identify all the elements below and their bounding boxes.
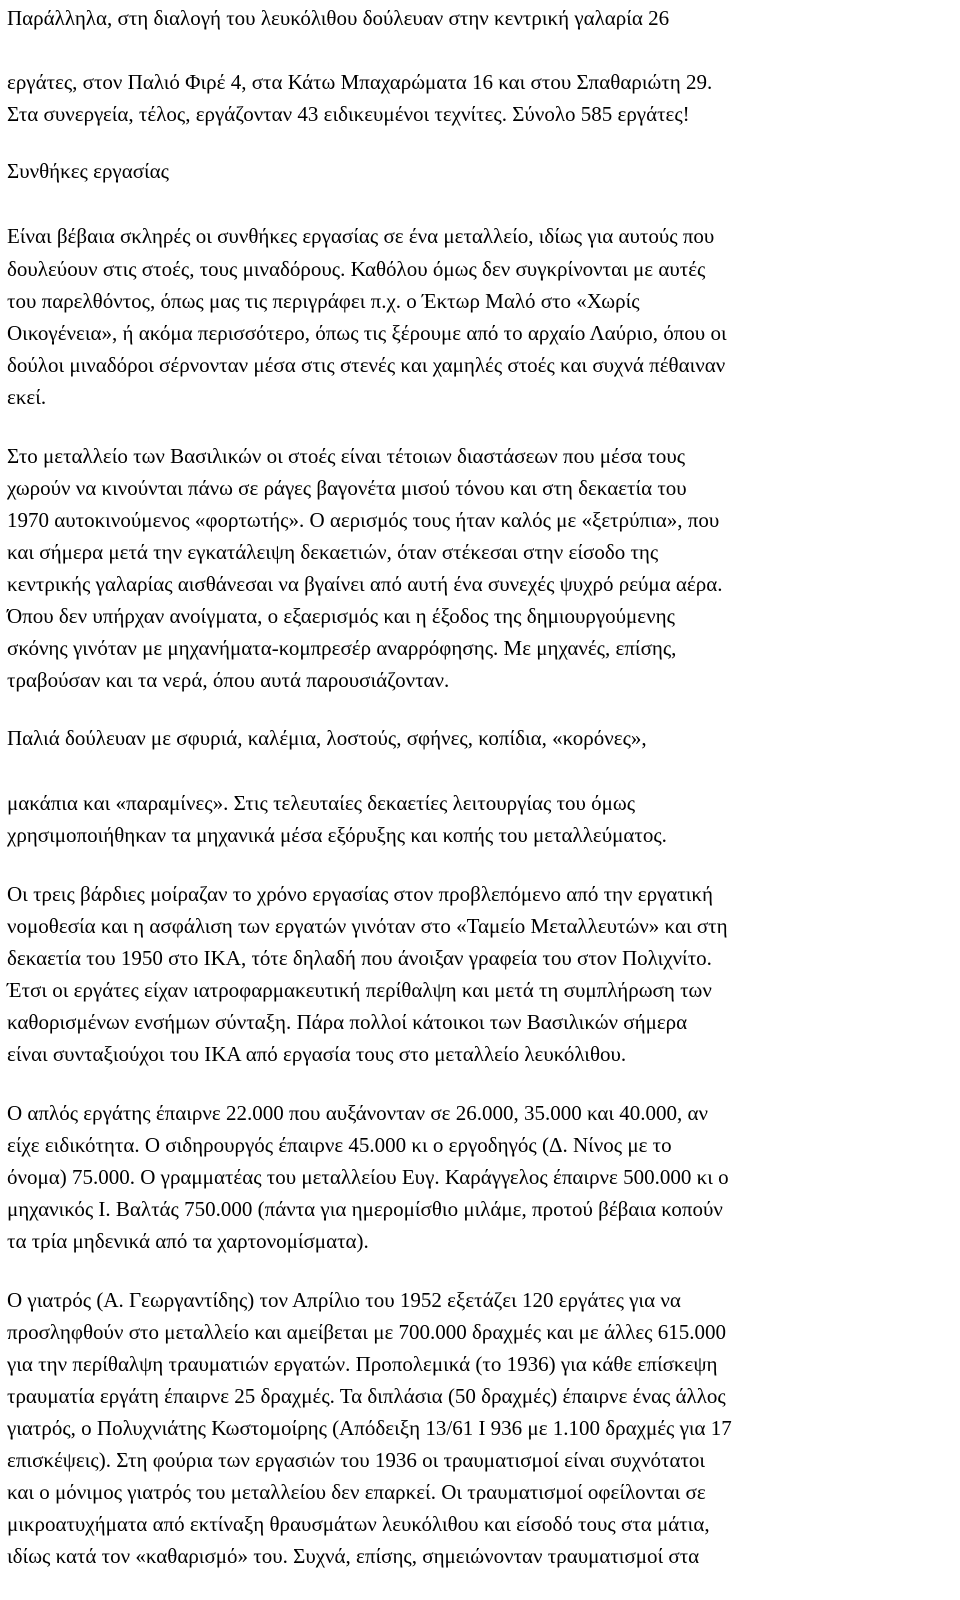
text-line: νομοθεσία και η ασφάλιση των εργατών γινόταν στο «Ταμείο Μεταλλευτών» και στη	[7, 914, 728, 938]
text-line: Ο απλός εργάτης έπαιρνε 22.000 που αυξάνονταν σε 26.000, 35.000 και 40.000, αν	[7, 1101, 709, 1125]
text-line: σκόνης γινόταν με μηχανήματα-κομπρεσέρ αναρρόφησης. Με μηχανές, επίσης,	[7, 636, 677, 660]
text-line: Παράλληλα, στη διαλογή του λευκόλιθου δούλευαν στην κεντρική γαλαρία 26	[7, 6, 670, 30]
text-line: Παλιά δούλευαν με σφυριά, καλέμια, λοστούς, σφήνες, κοπίδια, «κορόνες»,	[7, 726, 647, 750]
text-line: εργάτες, στον Παλιό Φιρέ 4, στα Κάτω Μπαχαρώματα 16 και στου Σπαθαριώτη 29.	[7, 70, 713, 94]
text-line: Έτσι οι εργάτες είχαν ιατροφαρμακευτική περίθαλψη και μετά τη συμπλήρωση των	[7, 978, 712, 1002]
text-line: τραυματία εργάτη έπαιρνε 25 δραχμές. Τα διπλάσια (50 δραχμές) έπαιρνε ένας άλλος	[7, 1384, 726, 1408]
text-line: 1970 αυτοκινούμενος «φορτωτής». Ο αερισμός τους ήταν καλός με «ξετρύπια», που	[7, 508, 720, 532]
text-line: και σήμερα μετά την εγκατάλειψη δεκαετιών, όταν στέκεσαι στην είσοδο της	[7, 540, 659, 564]
text-line: και ο μόνιμος γιατρός του μεταλλείου δεν επαρκεί. Οι τραυματισμοί οφείλονται σε	[7, 1480, 706, 1504]
text-line: δουλεύουν στις στοές, τους μιναδόρους. Καθόλου όμως δεν συγκρίνονται με αυτές	[7, 257, 706, 281]
text-line: Οι τρεις βάρδιες μοίραζαν το χρόνο εργασίας στον προβλεπόμενο από την εργατική	[7, 882, 713, 906]
text-line: όνομα) 75.000. Ο γραμματέας του μεταλλείου Ευγ. Καράγγελος έπαιρνε 500.000 κι ο	[7, 1165, 729, 1189]
text-line: προσληφθούν στο μεταλλείο και αμείβεται με 700.000 δραχμές και με άλλες 615.000	[7, 1320, 726, 1344]
text-line: Ο γιατρός (Α. Γεωργαντίδης) τον Απρίλιο του 1952 εξετάζει 120 εργάτες για να	[7, 1288, 681, 1312]
text-line: Είναι βέβαια σκληρές οι συνθήκες εργασίας σε ένα μεταλλείο, ιδίως για αυτούς που	[7, 224, 715, 248]
text-line: δεκαετία του 1950 στο ΙΚΑ, τότε δηλαδή που άνοιξαν γραφεία του στον Πολιχνίτο.	[7, 946, 712, 970]
text-line: ιδίως κατά τον «καθαρισμό» του. Συχνά, επίσης, σημειώνονταν τραυματισμοί στα	[7, 1544, 700, 1568]
text-line: είναι συνταξιούχοι του ΙΚΑ από εργασία τους στο μεταλλείο λευκόλιθου.	[7, 1042, 627, 1066]
text-line: καθορισμένων ενσήμων σύνταξη. Πάρα πολλοί κάτοικοι των Βασιλικών σήμερα	[7, 1010, 688, 1034]
text-line: επισκέψεις). Στη φούρια των εργασιών του 1936 οι τραυματισμοί είναι συχνότατοι	[7, 1448, 706, 1472]
text-line: μικροατυχήματα από εκτίναξη θραυσμάτων λευκόλιθου και είσοδό τους στα μάτια,	[7, 1512, 710, 1536]
text-line: χωρούν να κινούνται πάνω σε ράγες βαγονέτα μισού τόνου και στη δεκαετία του	[7, 476, 687, 500]
text-line: γιατρός, ο Πολυχνιάτης Κωστομοίρης (Απόδειξη 13/61 Ι 936 με 1.100 δραχμές για 17	[7, 1416, 732, 1440]
text-line: χρησιμοποιήθηκαν τα μηχανικά μέσα εξόρυξης και κοπής του μεταλλεύματος.	[7, 823, 667, 847]
text-line: Όπου δεν υπήρχαν ανοίγματα, ο εξαερισμός και η έξοδος της δημιουργούμενης	[7, 604, 675, 628]
text-line: εκεί.	[7, 385, 47, 409]
text-line: κεντρικής γαλαρίας αισθάνεσαι να βγαίνει από αυτή ένα συνεχές ψυχρό ρεύμα αέρα.	[7, 572, 723, 596]
text-line: τα τρία μηδενικά από τα χαρτονομίσματα).	[7, 1229, 369, 1253]
text-line: δούλοι μιναδόροι σέρνονταν μέσα στις στενές και χαμηλές στοές και συχνά πέθαιναν	[7, 353, 726, 377]
text-line: Οικογένεια», ή ακόμα περισσότερο, όπως τις ξέρουμε από το αρχαίο Λαύριο, όπου οι	[7, 321, 727, 345]
text-line: Στα συνεργεία, τέλος, εργάζονταν 43 ειδικευμένοι τεχνίτες. Σύνολο 585 εργάτες!	[7, 102, 690, 126]
text-line: του παρελθόντος, όπως μας τις περιγράφει π.χ. ο Έκτωρ Μαλό στο «Χωρίς	[7, 289, 640, 313]
text-line: είχε ειδικότητα. Ο σιδηρουργός έπαιρνε 45.000 κι ο εργοδηγός (Δ. Νίνος με το	[7, 1133, 672, 1157]
text-line: Στο μεταλλείο των Βασιλικών οι στοές είναι τέτοιων διαστάσεων που μέσα τους	[7, 444, 686, 468]
text-line: για την περίθαλψη τραυματιών εργατών. Προπολεμικά (το 1936) για κάθε επίσκεψη	[7, 1352, 718, 1376]
section-heading: Συνθήκες εργασίας	[7, 159, 169, 183]
text-line: μακάπια και «παραμίνες». Στις τελευταίες δεκαετίες λειτουργίας του όμως	[7, 791, 636, 815]
text-line: μηχανικός Ι. Βαλτάς 750.000 (πάντα για ημερομίσθιο μιλάμε, προτού βέβαια κοπούν	[7, 1197, 723, 1221]
text-line: τραβούσαν και τα νερά, όπου αυτά παρουσιάζονταν.	[7, 668, 450, 692]
